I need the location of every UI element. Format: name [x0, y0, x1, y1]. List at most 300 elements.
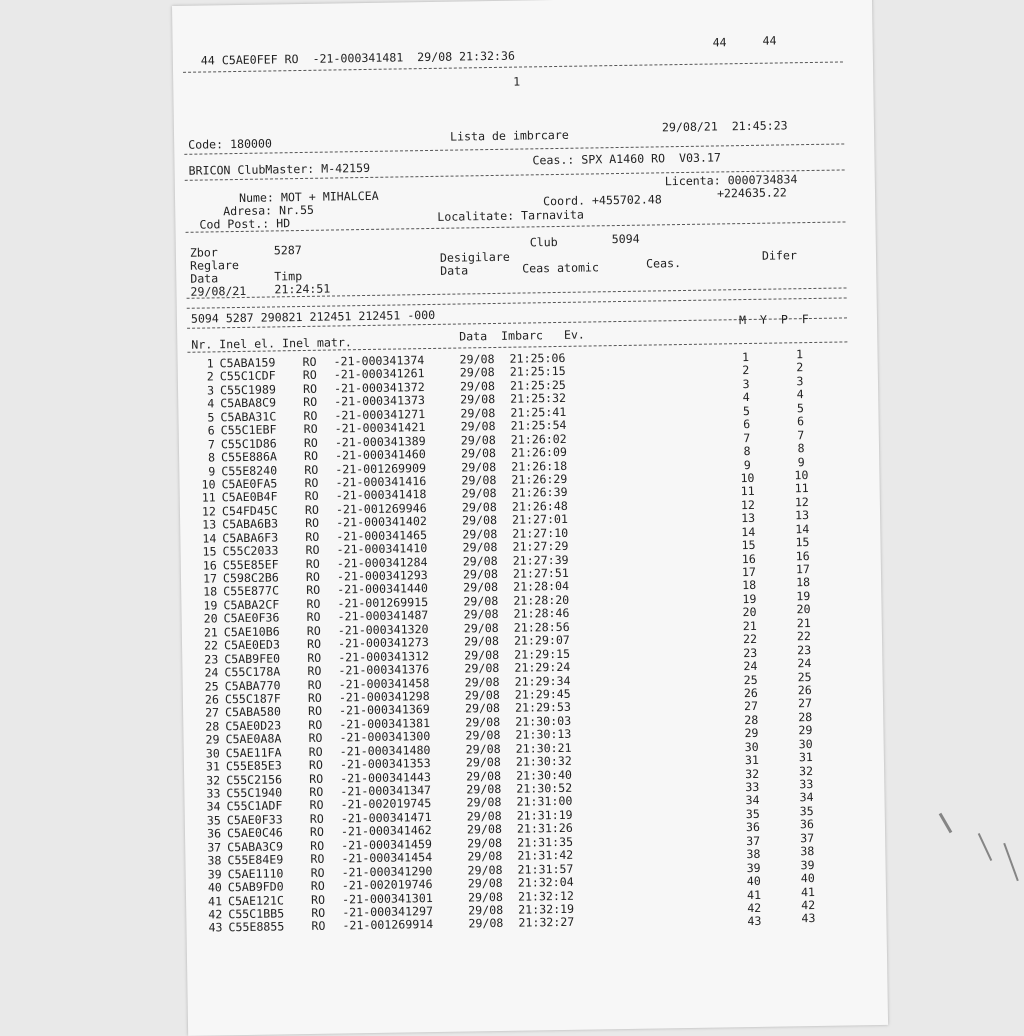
set-time: 21:24:51 — [274, 281, 331, 297]
ring-registration: -21-000341410 — [336, 541, 428, 557]
basketing-time: 21:30:03 — [515, 713, 572, 729]
country-code: RO — [302, 354, 317, 369]
m-value: 20 — [742, 605, 757, 620]
ring-registration: -21-002019746 — [341, 877, 433, 893]
basketing-time: 21:32:12 — [517, 888, 574, 904]
m-value: 29 — [744, 726, 759, 741]
ring-registration: -21-000341443 — [340, 769, 431, 786]
ring-registration: -21-000341460 — [334, 447, 426, 463]
basketing-date: 29/08 — [461, 499, 497, 515]
p-value: 12 — [794, 494, 809, 510]
entry-number: 35 — [206, 813, 221, 828]
licence-number: Licenta: 0000734834 — [664, 172, 798, 189]
country-code: RO — [311, 919, 326, 934]
country-code: RO — [309, 798, 324, 813]
ring-registration: -21-000341284 — [336, 554, 428, 571]
basketing-date: 29/08 — [466, 822, 502, 837]
m-value: 38 — [746, 847, 761, 862]
scuff-mark — [939, 813, 953, 834]
basketing-time: 21:27:10 — [512, 525, 569, 541]
reglare-label: Reglare — [189, 257, 240, 273]
basketing-date: 29/08 — [463, 634, 500, 649]
basketing-date: 29/08 — [459, 351, 495, 367]
p-value: 10 — [794, 467, 809, 483]
p-value: 17 — [795, 562, 811, 577]
basketing-date: 29/08 — [468, 902, 504, 918]
country-code: RO — [307, 677, 322, 692]
basketing-time: 21:25:32 — [510, 391, 567, 407]
ring-registration: -21-000341312 — [338, 648, 430, 665]
country-code: RO — [302, 381, 318, 396]
country-code: RO — [308, 744, 323, 759]
basketing-date: 29/08 — [463, 607, 499, 622]
country-code: RO — [306, 636, 322, 652]
ring-registration: -21-000341271 — [334, 406, 426, 423]
electronic-ring: C5AE0FA5 — [221, 476, 278, 492]
flight-value: 5287 — [273, 242, 302, 258]
basketing-date: 29/08 — [465, 755, 501, 770]
basketing-date: 29/08 — [467, 835, 503, 851]
electronic-ring: C55E877C — [223, 583, 280, 599]
electronic-ring: C55E8240 — [221, 462, 278, 478]
basketing-time: 21:26:02 — [510, 431, 567, 447]
owner-address: Adresa: Nr.55 — [223, 202, 315, 219]
p-value: 7 — [797, 427, 805, 442]
m-value: 34 — [745, 793, 760, 808]
ring-registration: -21-000341373 — [334, 393, 426, 409]
basketing-time: 21:25:15 — [509, 364, 566, 380]
entry-number: 30 — [205, 746, 220, 761]
locality: Localitate: Tarnavita — [437, 207, 585, 224]
electronic-ring: C55C1CDF — [219, 368, 276, 384]
basketing-date: 29/08 — [462, 566, 498, 582]
entry-number: 1 — [206, 356, 214, 371]
basketing-time: 21:27:01 — [512, 512, 569, 527]
country-code: RO — [304, 489, 319, 504]
basketing-date: 29/08 — [467, 875, 503, 891]
m-value: 33 — [745, 779, 760, 795]
ring-registration: -21-000341381 — [339, 715, 431, 732]
m-value: 7 — [743, 430, 751, 445]
p-value: 20 — [796, 602, 811, 617]
basketing-date: 29/08 — [464, 674, 500, 689]
ring-registration: -21-000341465 — [336, 527, 428, 544]
m-value: 43 — [747, 914, 762, 929]
flight-label: Zbor — [189, 245, 218, 260]
basketing-date: 29/08 — [464, 687, 500, 703]
electronic-ring: C55E886A — [220, 449, 278, 465]
entry-number: 28 — [205, 719, 220, 734]
basketing-date: 29/08 — [464, 661, 500, 676]
ring-registration: -21-000341462 — [340, 823, 432, 839]
basketing-date: 29/08 — [459, 378, 496, 394]
basketing-date: 29/08 — [466, 768, 502, 784]
basketing-time: 21:26:48 — [511, 498, 568, 514]
entry-number: 36 — [206, 826, 222, 841]
basketing-time: 21:28:46 — [513, 606, 570, 622]
code-label: Code: 180000 — [188, 136, 273, 152]
entry-number: 10 — [201, 477, 216, 492]
basketing-time: 21:31:57 — [517, 861, 574, 877]
ring-registration: -21-000341440 — [337, 581, 429, 597]
ring-registration: -21-000341320 — [337, 621, 429, 638]
electronic-ring: C5ABA8C9 — [220, 395, 277, 411]
country-code: RO — [307, 650, 322, 665]
basketing-date: 29/08 — [465, 714, 501, 730]
p-value: 26 — [797, 682, 812, 698]
electronic-ring: C55C2156 — [226, 771, 283, 787]
entry-number: 11 — [201, 490, 216, 505]
ring-registration: -21-000341471 — [340, 809, 432, 826]
electronic-ring: C5ABA6F3 — [222, 530, 279, 545]
basketing-time: 21:25:06 — [509, 350, 566, 366]
basketing-time: 21:32:27 — [518, 915, 575, 931]
country-code: RO — [306, 596, 321, 611]
electronic-ring: C5ABA2CF — [223, 597, 280, 613]
electronic-ring: C5AE0ED3 — [223, 637, 280, 653]
entry-number: 9 — [208, 463, 216, 478]
basketing-date: 29/08 — [462, 540, 498, 555]
electronic-ring: C5ABA580 — [224, 704, 282, 720]
basketing-date: 29/08 — [461, 486, 497, 501]
basketing-time: 21:29:34 — [514, 673, 571, 689]
basketing-time: 21:27:29 — [512, 538, 569, 554]
column-header-right: M Y P F — [738, 312, 809, 328]
country-code: RO — [305, 569, 321, 584]
basketing-time: 21:29:07 — [513, 633, 570, 648]
m-value: 24 — [743, 658, 758, 674]
electronic-ring: C5AE1110 — [227, 865, 284, 881]
p-value: 15 — [795, 535, 810, 550]
printout-page — [172, 0, 888, 1036]
entry-number: 3 — [206, 383, 215, 398]
basketing-time: 21:27:51 — [512, 565, 569, 581]
m-value: 12 — [740, 497, 755, 512]
electronic-ring: C5ABA159 — [219, 355, 276, 371]
p-value: 43 — [801, 911, 816, 926]
divider — [184, 143, 844, 154]
previous-entry-m: 44 — [712, 35, 727, 50]
basketing-time: 21:31:00 — [516, 794, 573, 810]
entry-number: 18 — [203, 584, 218, 600]
entry-number: 31 — [205, 759, 221, 774]
p-value: 24 — [797, 656, 812, 671]
basketing-time: 21:25:54 — [510, 418, 567, 433]
m-value: 31 — [744, 753, 760, 768]
p-value: 42 — [801, 897, 816, 913]
basketing-time: 21:30:13 — [515, 727, 572, 742]
p-value: 25 — [797, 669, 812, 684]
electronic-ring: C5ABA770 — [224, 677, 281, 693]
ring-registration: -21-001269915 — [337, 594, 429, 611]
m-value: 17 — [741, 564, 757, 580]
entry-number: 13 — [202, 517, 217, 532]
basketing-time: 21:28:56 — [513, 619, 570, 635]
club-label: Club — [529, 234, 558, 250]
basketing-time: 21:28:04 — [513, 579, 570, 595]
p-value: 11 — [794, 481, 809, 496]
basketing-time: 21:26:29 — [511, 471, 568, 487]
entry-number: 42 — [208, 907, 223, 922]
basketing-time: 21:32:04 — [517, 874, 574, 890]
p-value: 29 — [798, 723, 813, 738]
p-value: 33 — [799, 777, 814, 792]
basketing-date: 29/08 — [466, 781, 502, 797]
entry-number: 25 — [204, 678, 219, 694]
basketing-time: 21:31:19 — [516, 807, 573, 823]
country-code: RO — [310, 892, 326, 907]
system-name: BRICON ClubMaster: M-42159 — [188, 160, 371, 178]
ring-registration: -21-001269914 — [342, 917, 434, 933]
m-value: 25 — [743, 672, 758, 687]
country-code: RO — [308, 757, 324, 773]
m-value: 42 — [747, 900, 762, 916]
basketing-time: 21:30:32 — [515, 753, 572, 769]
ring-registration: -21-000341480 — [339, 742, 431, 759]
country-code: RO — [307, 704, 323, 719]
ring-registration: -21-000341353 — [339, 756, 431, 772]
entry-number: 29 — [205, 732, 220, 747]
electronic-ring: C5AB9FD0 — [227, 879, 284, 895]
entry-number: 23 — [204, 651, 219, 667]
electronic-ring: C55E8855 — [228, 919, 285, 935]
entry-number: 19 — [203, 598, 218, 613]
m-value: 21 — [742, 618, 757, 633]
electronic-ring: C55E85E3 — [225, 758, 282, 774]
m-value: 40 — [746, 873, 761, 889]
m-value: 6 — [743, 417, 751, 432]
basketing-date: 29/08 — [466, 795, 502, 810]
entry-number: 27 — [205, 705, 220, 720]
p-value: 41 — [800, 884, 816, 899]
ring-registration: -21-000341290 — [341, 863, 433, 880]
p-value: 38 — [800, 844, 815, 859]
country-code: RO — [307, 690, 322, 705]
basketing-date: 29/08 — [466, 808, 502, 824]
owner-name: Nume: MOT + MIHALCEA — [238, 188, 379, 205]
electronic-ring: C55C1940 — [226, 785, 283, 801]
country-code: RO — [310, 865, 325, 880]
entry-number: 20 — [203, 611, 218, 626]
entry-number: 26 — [204, 692, 220, 707]
electronic-ring: C5ABA6B3 — [222, 516, 279, 532]
entry-number: 12 — [201, 504, 217, 519]
country-code: RO — [303, 421, 318, 437]
m-value: 3 — [742, 376, 750, 391]
m-value: 2 — [742, 363, 750, 378]
electronic-ring: C55C187F — [224, 691, 281, 707]
electronic-ring: C55C1ADF — [226, 798, 283, 814]
m-value: 5 — [742, 403, 751, 418]
ring-registration: -21-000341297 — [342, 903, 434, 920]
date-label-2: Data — [440, 263, 469, 278]
m-value: 23 — [743, 645, 758, 660]
entry-number: 22 — [203, 638, 219, 653]
entry-number: 8 — [208, 450, 216, 465]
m-value: 22 — [742, 632, 758, 647]
m-value: 13 — [741, 511, 756, 526]
entry-number: 40 — [207, 880, 222, 895]
electronic-ring: C55E84E9 — [227, 852, 284, 868]
ring-registration: -21-000341301 — [341, 890, 433, 906]
ring-registration: -21-000341454 — [341, 850, 433, 866]
basketing-date: 29/08 — [460, 392, 496, 407]
entry-number: 7 — [207, 437, 215, 452]
m-value: 19 — [742, 591, 757, 606]
club-value: 5094 — [611, 231, 640, 247]
entry-number: 38 — [207, 853, 222, 868]
electronic-ring: C5ABA3C9 — [227, 839, 284, 854]
basketing-date: 29/08 — [464, 701, 501, 716]
entry-number: 6 — [207, 423, 215, 438]
postcode: Cod Post.: HD — [199, 216, 291, 232]
p-value: 22 — [796, 629, 812, 644]
ring-registration: -21-001269946 — [335, 500, 427, 517]
basketing-time: 21:30:52 — [516, 780, 573, 796]
ring-registration: -21-000341389 — [334, 433, 426, 450]
electronic-ring: C55C178A — [224, 664, 281, 680]
column-header-left: Nr. Inel el. Inel matr. — [191, 335, 352, 352]
ring-registration: -21-000341273 — [337, 635, 429, 651]
electronic-ring: C5AE121C — [227, 892, 285, 908]
ring-registration: -21-000341369 — [338, 702, 430, 718]
p-value: 28 — [798, 709, 813, 725]
basketing-date: 29/08 — [467, 862, 503, 878]
atomic-clock-label: Ceas atomic — [522, 260, 600, 276]
electronic-ring: C5AB9FE0 — [224, 651, 281, 666]
p-value: 35 — [799, 803, 814, 819]
country-code: RO — [309, 771, 324, 786]
basketing-time: 21:31:35 — [517, 834, 574, 850]
electronic-ring: C598C2B6 — [222, 570, 279, 586]
m-value: 8 — [743, 444, 751, 459]
electronic-ring: C55C1EBF — [220, 422, 277, 438]
country-code: RO — [304, 462, 319, 477]
electronic-ring: C55C2033 — [222, 543, 279, 559]
basketing-time: 21:26:18 — [511, 458, 568, 474]
m-value: 9 — [743, 457, 751, 472]
p-value: 31 — [798, 750, 813, 765]
m-value: 26 — [743, 685, 758, 701]
m-value: 28 — [744, 712, 759, 727]
entry-number: 41 — [207, 893, 223, 909]
country-code: RO — [306, 610, 321, 625]
divider — [187, 297, 847, 308]
p-value: 13 — [794, 508, 810, 523]
country-code: RO — [304, 502, 320, 517]
basketing-time: 21:26:39 — [511, 485, 568, 501]
country-code: RO — [308, 717, 323, 732]
basketing-date: 29/08 — [468, 916, 504, 931]
electronic-ring: C55C1BB5 — [228, 906, 285, 922]
p-value: 4 — [796, 387, 804, 402]
entry-number: 37 — [207, 840, 222, 855]
country-code: RO — [305, 529, 320, 544]
electronic-ring: C5AE10B6 — [223, 624, 280, 640]
scuff-mark — [978, 833, 992, 861]
basketing-date: 29/08 — [462, 526, 498, 542]
p-value: 6 — [796, 414, 805, 429]
basketing-time: 21:31:42 — [517, 847, 574, 863]
ring-registration: -21-000341376 — [338, 662, 430, 678]
p-value: 18 — [796, 575, 811, 590]
m-value: 1 — [741, 349, 750, 365]
m-value: 15 — [741, 538, 756, 553]
basketing-time: 21:29:24 — [514, 659, 571, 675]
ring-registration: -21-000341458 — [338, 675, 430, 691]
entry-number: 39 — [207, 866, 222, 882]
p-value: 27 — [797, 696, 813, 711]
electronic-ring: C5ABA31C — [220, 409, 277, 425]
header-datetime: 29/08/21 21:45:23 — [661, 118, 788, 135]
previous-entry-p: 44 — [762, 33, 777, 48]
scuff-mark — [1003, 843, 1019, 881]
country-code: RO — [303, 395, 318, 410]
previous-entry-44: 44 C5AE0FEF RO -21-000341481 29/08 21:32:36 — [200, 48, 516, 68]
basketing-date: 29/08 — [463, 580, 499, 595]
basketing-date: 29/08 — [465, 741, 501, 757]
basketing-date: 29/08 — [460, 432, 496, 448]
ring-registration: -21-001269909 — [335, 460, 427, 476]
m-value: 35 — [745, 806, 760, 821]
basketing-date: 29/08 — [460, 446, 497, 461]
m-value: 41 — [746, 887, 762, 902]
coordinates-lon: +224635.22 — [716, 185, 787, 201]
entry-number: 32 — [206, 772, 221, 788]
ring-registration: -21-000341293 — [336, 568, 428, 584]
entry-number: 15 — [202, 544, 217, 559]
ring-registration: -21-002019745 — [340, 796, 432, 812]
country-code: RO — [306, 623, 321, 638]
country-code: RO — [310, 878, 325, 893]
country-code: RO — [305, 516, 320, 531]
difference-label: Difer — [761, 248, 798, 263]
electronic-ring: C54FD45C — [221, 503, 278, 519]
p-value: 19 — [796, 588, 811, 604]
time-label: Timp — [274, 268, 303, 284]
country-code: RO — [311, 905, 326, 920]
basketing-date: 29/08 — [460, 419, 496, 434]
country-code: RO — [307, 663, 322, 679]
p-value: 1 — [795, 347, 804, 362]
flight-code-line: 5094 5287 290821 212451 212451 -000 — [190, 307, 436, 326]
p-value: 37 — [800, 830, 815, 845]
ring-registration: -21-000341372 — [333, 379, 425, 396]
basketing-time: 21:31:26 — [516, 821, 573, 836]
electronic-ring: C5AE0F36 — [223, 610, 280, 626]
entries-list — [192, 347, 861, 935]
p-value: 3 — [796, 374, 804, 389]
basketing-time: 21:25:25 — [509, 377, 566, 393]
clock-info: Ceas.: SPX A1460 RO V03.17 — [532, 150, 722, 168]
basketing-date: 29/08 — [462, 513, 498, 528]
country-code: RO — [310, 838, 325, 853]
page-number: 1 — [513, 74, 521, 89]
basketing-date: 29/08 — [459, 365, 495, 380]
m-value: 16 — [741, 551, 756, 566]
basketing-date: 29/08 — [463, 620, 499, 636]
country-code: RO — [305, 556, 320, 571]
country-code: RO — [303, 435, 318, 450]
p-value: 40 — [800, 871, 815, 886]
p-value: 5 — [796, 400, 804, 415]
basketing-date: 29/08 — [467, 889, 504, 904]
entry-number: 34 — [206, 799, 221, 814]
m-value: 11 — [740, 484, 755, 499]
ring-registration: -21-000341261 — [333, 366, 425, 382]
ring-registration: -21-000341418 — [335, 487, 427, 503]
ring-registration: -21-000341459 — [341, 836, 433, 853]
